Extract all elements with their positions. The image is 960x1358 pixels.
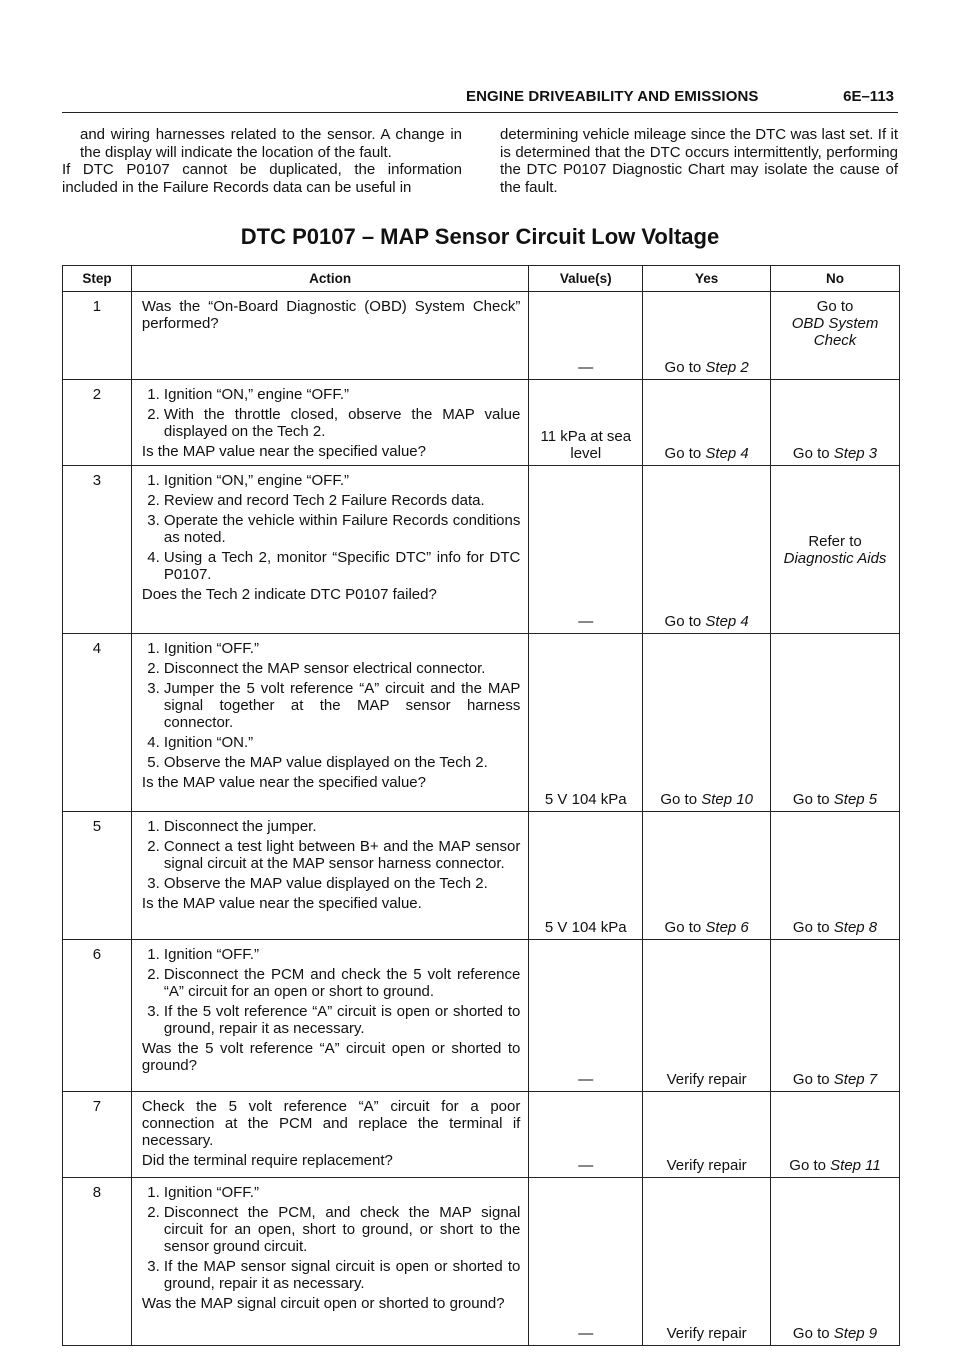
yes-prefix: Go to [664, 613, 706, 630]
table-header-row [63, 266, 900, 292]
step-number: 8 [63, 1178, 132, 1346]
no-cell [771, 1092, 900, 1178]
no-step-ref: Step 11 [830, 1157, 881, 1174]
intro-left-column [62, 126, 462, 196]
table-row [63, 634, 900, 812]
action-step: 1. Ignition “OFF.” [164, 946, 520, 963]
action-text: Was the “On-Board Diagnostic (OBD) System Check” performed? [141, 298, 521, 332]
yes-cell [643, 380, 771, 466]
action-step: 3. Jumper the 5 volt reference “A” circuit and the MAP signal together at the MAP sensor harness connector. [164, 680, 520, 731]
value-cell: 5 V 104 kPa [529, 634, 643, 812]
action-step: 1. Disconnect the jumper. [164, 818, 520, 835]
action-step: 1. Ignition “ON,” engine “OFF.” [164, 386, 520, 403]
action-cell [131, 380, 528, 466]
action-question: Did the terminal require replacement? [141, 1152, 393, 1169]
no-step-ref: Step 7 [833, 1071, 878, 1088]
no-step-ref: Step 8 [833, 919, 878, 936]
action-text: Check the 5 volt reference “A” circuit for a poor connection at the PCM and replace the terminal if necessary. [141, 1098, 521, 1149]
value-cell: — [529, 292, 643, 380]
step-number: 7 [63, 1092, 132, 1178]
table-row [63, 292, 900, 380]
step-number: 1 [63, 292, 132, 380]
table-row [63, 1092, 900, 1178]
no-prefix: Go to [816, 298, 854, 315]
yes-prefix: Go to [664, 919, 706, 936]
intro-right-column [500, 126, 898, 196]
action-step: 2. With the throttle closed, observe the MAP value displayed on the Tech 2. [164, 406, 520, 440]
action-step: 3. If the 5 volt reference “A” circuit is open or shorted to ground, repair it as necessary. [164, 1003, 520, 1037]
action-question: Is the MAP value near the specified value? [141, 774, 426, 791]
action-step: 4. Using a Tech 2, monitor “Specific DTC” info for DTC P0107. [164, 549, 520, 583]
yes-step-ref: Step 4 [705, 445, 749, 462]
yes-prefix: Go to [664, 445, 706, 462]
no-prefix: Go to [792, 1325, 834, 1342]
no-step-ref: Step 9 [833, 1325, 878, 1342]
yes-cell [643, 940, 771, 1092]
yes-prefix: Verify repair [666, 1325, 747, 1342]
no-cell [771, 292, 900, 380]
yes-prefix: Verify repair [666, 1157, 747, 1174]
action-step: 3. If the MAP sensor signal circuit is open or shorted to ground, repair it as necessary. [164, 1258, 520, 1292]
page-number: 6E–113 [843, 88, 894, 105]
yes-cell [643, 1092, 771, 1178]
action-cell [131, 292, 528, 380]
yes-step-ref: Step 4 [705, 613, 749, 630]
action-step: 2. Disconnect the PCM, and check the MAP signal circuit for an open, short to ground, or short to the sensor ground circuit. [164, 1204, 520, 1255]
action-steps-list [142, 1184, 520, 1292]
no-prefix: Refer to [808, 532, 862, 550]
step-number: 4 [63, 634, 132, 812]
action-cell [131, 940, 528, 1092]
page-header [466, 88, 894, 110]
yes-prefix: Go to [664, 359, 706, 376]
value-cell: 5 V 104 kPa [529, 812, 643, 940]
action-step: 2. Disconnect the MAP sensor electrical connector. [164, 660, 520, 677]
action-step: 2. Review and record Tech 2 Failure Records data. [164, 492, 520, 509]
table-row [63, 466, 900, 634]
no-step-ref: OBD System Check [791, 315, 879, 349]
chart-title: DTC P0107 – MAP Sensor Circuit Low Voltage [240, 224, 720, 249]
table-row [63, 940, 900, 1092]
action-cell [131, 634, 528, 812]
action-question: Is the MAP value near the specified value? [141, 443, 426, 460]
diagnostic-table [62, 265, 900, 1346]
header-values: Value(s) [529, 266, 643, 292]
no-prefix: Go to [792, 445, 834, 462]
action-step: 3. Observe the MAP value displayed on the Tech 2. [164, 875, 520, 892]
yes-cell [643, 292, 771, 380]
action-question: Does the Tech 2 indicate DTC P0107 failed? [141, 586, 437, 603]
step-number: 3 [63, 466, 132, 634]
yes-step-ref: Step 10 [701, 791, 753, 808]
action-steps-list [142, 472, 520, 583]
yes-cell [643, 634, 771, 812]
yes-prefix: Verify repair [666, 1071, 747, 1088]
step-number: 5 [63, 812, 132, 940]
action-step: 1. Ignition “ON,” engine “OFF.” [164, 472, 520, 489]
yes-cell [643, 812, 771, 940]
no-cell [771, 812, 900, 940]
action-steps-list [142, 946, 520, 1037]
yes-cell [643, 466, 771, 634]
action-question: Is the MAP value near the specified value. [141, 895, 422, 912]
step-number: 2 [63, 380, 132, 466]
no-prefix: Go to [789, 1157, 831, 1174]
table-row [63, 380, 900, 466]
action-cell [131, 1092, 528, 1178]
header-rule [62, 112, 898, 113]
yes-step-ref: Step 6 [705, 919, 749, 936]
value-cell: — [529, 466, 643, 634]
action-step: 5. Observe the MAP value displayed on the Tech 2. [164, 754, 520, 771]
action-cell [131, 812, 528, 940]
value-cell: — [529, 1178, 643, 1346]
value-cell: — [529, 1092, 643, 1178]
action-cell [131, 1178, 528, 1346]
yes-prefix: Go to [660, 791, 702, 808]
intro-paragraph: and wiring harnesses related to the sensor. A change in the display will indicate the location of the fault. [80, 126, 462, 161]
yes-cell [643, 1178, 771, 1346]
action-steps-list [142, 818, 520, 892]
no-step-ref: Diagnostic Aids [783, 549, 887, 567]
no-prefix: Go to [792, 919, 834, 936]
action-step: 1. Ignition “OFF.” [164, 1184, 520, 1201]
no-cell [771, 466, 900, 634]
header-step: Step [63, 266, 132, 292]
intro-paragraph: If DTC P0107 cannot be duplicated, the information included in the Failure Records data can be useful in [62, 161, 462, 196]
no-prefix: Go to [792, 791, 834, 808]
header-action: Action [131, 266, 528, 292]
action-step: 1. Ignition “OFF.” [164, 640, 520, 657]
action-question: Was the 5 volt reference “A” circuit open or shorted to ground? [141, 1040, 521, 1074]
header-yes: Yes [643, 266, 771, 292]
header-no: No [771, 266, 900, 292]
section-title: ENGINE DRIVEABILITY AND EMISSIONS [466, 88, 759, 105]
no-cell [771, 940, 900, 1092]
step-number: 6 [63, 940, 132, 1092]
action-step: 2. Disconnect the PCM and check the 5 volt reference “A” circuit for an open or short to ground. [164, 966, 520, 1000]
no-prefix: Go to [792, 1071, 834, 1088]
action-steps-list [142, 640, 520, 771]
no-cell [771, 380, 900, 466]
no-step-ref: Step 3 [833, 445, 878, 462]
yes-step-ref: Step 2 [705, 359, 749, 376]
action-steps-list [142, 386, 520, 440]
action-step: 4. Ignition “ON.” [164, 734, 520, 751]
table-row [63, 1178, 900, 1346]
action-step: 3. Operate the vehicle within Failure Records conditions as noted. [164, 512, 520, 546]
value-cell: — [529, 940, 643, 1092]
action-step: 2. Connect a test light between B+ and the MAP sensor signal circuit at the MAP sensor harness connector. [164, 838, 520, 872]
intro-paragraph: determining vehicle mileage since the DTC was last set. If it is determined that the DTC occurs intermittently, performing the DTC P0107 Diagnostic Chart may isolate the cause of the fault. [500, 126, 898, 196]
value-cell: 11 kPa at sea level [529, 380, 643, 466]
no-cell [771, 634, 900, 812]
no-step-ref: Step 5 [833, 791, 878, 808]
action-cell [131, 466, 528, 634]
action-question: Was the MAP signal circuit open or shorted to ground? [141, 1295, 505, 1312]
no-cell [771, 1178, 900, 1346]
table-row [63, 812, 900, 940]
